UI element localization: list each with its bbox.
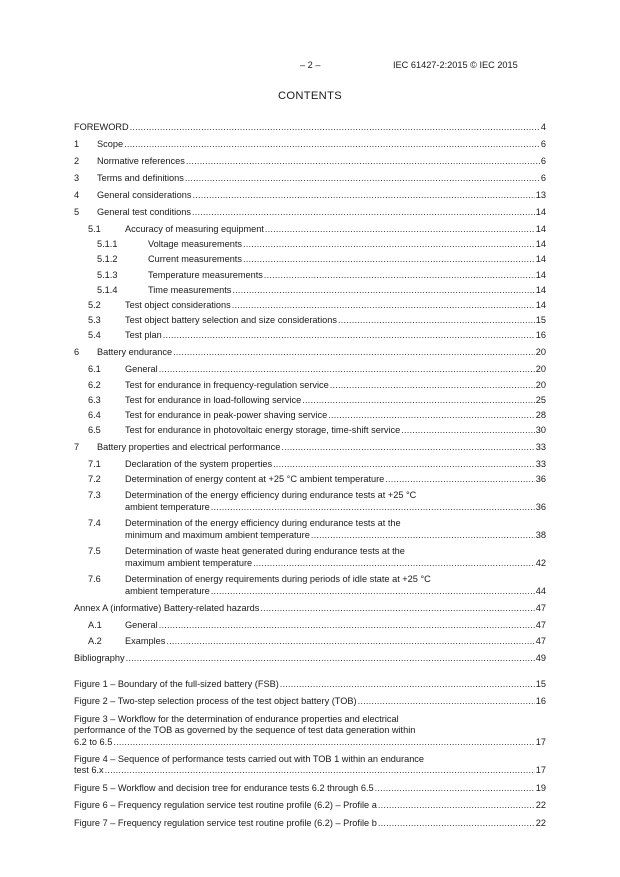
figure-entry-row: [74, 800, 546, 811]
figure-entry-page: 22: [535, 800, 546, 811]
toc-entry-title: Determination of the energy efficiency during endurance tests at +25 °C: [125, 490, 417, 501]
toc-entry-title: Determination of waste heat generated during endurance tests at the: [125, 546, 405, 557]
document-reference: IEC 61427-2:2015 © IEC 2015: [393, 60, 518, 70]
toc-entry-title-continued: [74, 558, 546, 569]
figure-entry-page: 16: [535, 696, 546, 707]
toc-entry[interactable]: [74, 518, 546, 541]
toc-entry-page: 20: [535, 379, 546, 390]
toc-entry[interactable]: [74, 574, 546, 597]
figure-entry[interactable]: [74, 783, 546, 794]
toc-entry-title: Determination of energy content at +25 °C ambient temperature: [125, 474, 385, 485]
toc-entry-page: 42: [535, 557, 546, 568]
toc-entry[interactable]: [74, 602, 546, 614]
toc-entry-number: 7.5: [88, 546, 101, 557]
toc-entry-page: 14: [535, 254, 546, 265]
figure-entry-page: 22: [535, 817, 546, 828]
toc-entry-number: 2: [74, 156, 80, 166]
toc-entry-number: 6.2: [88, 379, 101, 390]
dot-leader: [378, 818, 535, 829]
dot-leader: [328, 409, 535, 421]
toc-entry-title: Normative references: [97, 156, 185, 166]
figure-entry-page: 17: [535, 765, 546, 776]
toc-entry-number: 5.1.1: [97, 239, 118, 250]
toc-entry[interactable]: [74, 441, 546, 453]
dot-leader: [338, 314, 535, 326]
toc-entry-title: Bibliography: [74, 652, 125, 663]
toc-entry[interactable]: [74, 329, 546, 341]
toc-entry-page: 6: [540, 173, 546, 183]
toc-entry-number: 4: [74, 190, 80, 200]
toc-entry-title-continued: [74, 502, 546, 513]
toc-entry-number: 1: [74, 139, 80, 149]
toc-entry-number: 7: [74, 442, 80, 453]
dot-leader: [173, 346, 535, 358]
toc-entry-page: 16: [535, 330, 546, 341]
toc-entry-page: 14: [535, 284, 546, 295]
toc-entry-page: 14: [535, 207, 546, 217]
toc-entry[interactable]: [74, 284, 546, 296]
dot-leader: [260, 602, 534, 614]
dot-leader: [186, 155, 540, 167]
toc-entry[interactable]: [74, 619, 546, 631]
figure-entry-page: 19: [535, 782, 546, 793]
figure-entry-row: [74, 737, 546, 748]
toc-entry-title: Accuracy of measuring equipment: [125, 224, 264, 234]
toc-entry[interactable]: [74, 189, 546, 201]
toc-entry-page: 33: [535, 442, 546, 453]
toc-entry[interactable]: [74, 172, 546, 184]
toc-entry-page: 36: [535, 501, 546, 512]
dot-leader: [385, 473, 534, 485]
dot-leader: [159, 363, 535, 375]
toc-entry-number: 6.1: [88, 364, 101, 375]
figure-entry-row: [74, 679, 546, 690]
dot-leader: [378, 800, 535, 811]
dot-leader: [243, 238, 535, 250]
toc-entry-title: Test object considerations: [125, 300, 231, 310]
dot-leader: [130, 121, 540, 133]
toc-entry-number: 7.3: [88, 490, 101, 501]
page-number: – 2 –: [300, 60, 321, 70]
toc-entry-number: 7.4: [88, 518, 101, 529]
toc-entry-number: 5.1.4: [97, 284, 118, 295]
toc-entry-page: 14: [535, 269, 546, 280]
toc-entry-title: Test for endurance in photovoltaic energy storage, time-shift service: [125, 425, 401, 436]
page-title: CONTENTS: [278, 90, 342, 102]
figure-entry-row: [74, 765, 546, 776]
toc-entry[interactable]: [74, 206, 546, 218]
toc-entry[interactable]: [74, 546, 546, 569]
toc-entry[interactable]: [74, 652, 546, 664]
toc-entry-page: 47: [535, 635, 546, 646]
dot-leader: [280, 679, 535, 690]
toc-entry[interactable]: [74, 473, 546, 485]
figure-entry-title: Figure 4 – Sequence of performance tests carried out with TOB 1 within an endurance: [74, 754, 425, 764]
toc-entry-page: 25: [535, 394, 546, 405]
dot-leader: [264, 269, 535, 281]
figure-entry-title: 6.2 to 6.5: [74, 736, 113, 747]
toc-entry[interactable]: [74, 299, 546, 311]
toc-entry-number: A.1: [88, 620, 102, 631]
dot-leader: [302, 394, 535, 406]
toc-entry[interactable]: [74, 363, 546, 375]
toc-entry-number: 6.4: [88, 410, 101, 420]
dot-leader: [211, 586, 535, 597]
toc-entry-title: Determination of the energy efficiency during endurance tests at the: [125, 518, 401, 529]
toc-entry-page: 4: [540, 122, 546, 132]
toc-entry[interactable]: [74, 314, 546, 326]
toc-entry[interactable]: [74, 253, 546, 265]
toc-entry[interactable]: [74, 269, 546, 281]
figure-entry-title: Figure 6 – Frequency regulation service test routine profile (6.2) – Profile a: [74, 800, 377, 811]
toc-entry-title: Terms and definitions: [97, 173, 184, 183]
dot-leader: [311, 530, 535, 541]
dot-leader: [105, 765, 535, 776]
toc-entry-page: 44: [535, 585, 546, 596]
toc-entry-title: FOREWORD: [74, 122, 129, 132]
toc-entry-title: Battery endurance: [97, 347, 173, 358]
dot-leader: [192, 206, 535, 218]
toc-entry-title: Test for endurance in peak-power shaving service: [125, 410, 328, 420]
toc-entry-number: 7.2: [88, 474, 101, 485]
toc-entry-title: General considerations: [97, 190, 192, 200]
dot-leader: [265, 223, 535, 235]
dot-leader: [124, 138, 540, 150]
figure-entry-title: test 6.x: [74, 765, 104, 776]
toc-entry-number: 5.1.3: [97, 269, 118, 280]
dot-leader: [185, 172, 540, 184]
dot-leader: [375, 783, 535, 794]
toc-entry-page: 6: [540, 156, 546, 166]
dot-leader: [192, 189, 534, 201]
toc-entry-number: 6.5: [88, 425, 101, 436]
figure-entry-row: [74, 696, 546, 707]
toc-entry[interactable]: [74, 121, 546, 133]
toc-entry[interactable]: [74, 490, 546, 513]
toc-entry-title: Temperature measurements: [148, 269, 263, 280]
toc-entry-page: 28: [535, 410, 546, 420]
toc-entry-title: Scope: [97, 139, 124, 149]
toc-entry-title-continued: [74, 586, 546, 597]
dot-leader: [232, 284, 534, 296]
toc-entry-number: 5.1: [88, 224, 101, 234]
toc-entry-title-line2: minimum and maximum ambient temperature: [125, 529, 310, 540]
toc-entry-page: 14: [535, 300, 546, 310]
dot-leader: [273, 458, 535, 470]
toc-entry-number: 5.3: [88, 315, 101, 326]
dot-leader: [166, 635, 534, 647]
toc-entry-title: Annex A (informative) Battery-related hazards: [74, 603, 260, 614]
toc-entry[interactable]: [74, 223, 546, 235]
toc-entry-title: General: [125, 620, 158, 631]
toc-entry-number: 7.6: [88, 574, 101, 585]
toc-entry-page: 38: [535, 529, 546, 540]
dot-leader: [330, 379, 535, 391]
figure-entry[interactable]: [74, 754, 546, 777]
toc-entry-title: Test for endurance in frequency-regulation service: [125, 379, 329, 390]
toc-entry-title: Declaration of the system properties: [125, 459, 273, 470]
toc-entry-page: 36: [535, 474, 546, 485]
toc-entry[interactable]: [74, 458, 546, 470]
toc-entry-page: 14: [535, 239, 546, 250]
dot-leader: [253, 558, 535, 569]
toc-entry-title: Test for endurance in load-following service: [125, 394, 302, 405]
toc-entry[interactable]: [74, 409, 546, 421]
toc-entry-title: General: [125, 364, 158, 375]
figure-entry-title: Figure 2 – Two-step selection process of the test object battery (TOB): [74, 696, 357, 707]
toc-entry-title: Time measurements: [148, 284, 232, 295]
toc-entry[interactable]: [74, 138, 546, 150]
toc-entry-page: 20: [535, 347, 546, 358]
toc-entry-title: General test conditions: [97, 207, 191, 217]
toc-entry-page: 47: [535, 603, 546, 614]
dot-leader: [113, 737, 534, 748]
dot-leader: [163, 329, 535, 341]
toc-entry-title-line2: ambient temperature: [125, 501, 210, 512]
toc-entry-title-continued: [74, 530, 546, 541]
figure-entry-title: Figure 3 – Workflow for the determination of endurance properties and electrical: [74, 713, 399, 724]
toc-entry-page: 20: [535, 364, 546, 375]
dot-leader: [211, 502, 535, 513]
toc-entry-page: 49: [535, 652, 546, 663]
toc-entry[interactable]: [74, 238, 546, 250]
figure-entry-title: performance of the TOB as governed by the sequence of test data generation within: [74, 725, 416, 736]
toc-entry-page: 30: [535, 425, 546, 436]
toc-entry-page: 6: [540, 139, 546, 149]
figure-entry-page: 17: [535, 736, 546, 747]
toc-entry-number: 7.1: [88, 459, 101, 470]
toc-entry[interactable]: [74, 346, 546, 358]
figure-entry-row: [74, 783, 546, 794]
dot-leader: [232, 299, 535, 311]
dot-leader: [126, 652, 535, 664]
toc-entry-page: 33: [535, 459, 546, 470]
toc-entry-title: Current measurements: [148, 254, 242, 265]
dot-leader: [281, 441, 534, 453]
toc-entry-number: A.2: [88, 635, 102, 646]
toc-entry-number: 5: [74, 207, 80, 217]
figure-entry[interactable]: [74, 696, 546, 707]
toc-entry-number: 6.3: [88, 394, 101, 405]
toc-entry-number: 5.2: [88, 300, 101, 310]
toc-entry[interactable]: [74, 394, 546, 406]
figure-entry-title: Figure 1 – Boundary of the full-sized battery (FSB): [74, 679, 279, 689]
toc-entry-title: Determination of energy requirements during periods of idle state at +25 °C: [125, 574, 431, 585]
dot-leader: [358, 696, 535, 707]
figure-entry[interactable]: [74, 818, 546, 829]
figure-entry-page: 15: [535, 679, 546, 689]
dot-leader: [159, 619, 535, 631]
toc-entry-page: 13: [535, 190, 546, 200]
toc-entry-title-line2: ambient temperature: [125, 585, 210, 596]
toc-entry-title-line2: maximum ambient temperature: [125, 557, 253, 568]
figure-entry[interactable]: [74, 800, 546, 811]
toc-entry-number: 5.1.2: [97, 254, 118, 265]
toc-entry-title: Battery properties and electrical performance: [97, 442, 281, 453]
dot-leader: [243, 253, 535, 265]
toc-entry-page: 15: [535, 315, 546, 326]
toc-entry[interactable]: [74, 379, 546, 391]
toc-entry[interactable]: [74, 635, 546, 647]
toc-entry-number: 3: [74, 173, 80, 183]
toc-entry-page: 14: [535, 224, 546, 234]
toc-entry-number: 5.4: [88, 330, 101, 341]
toc-entry-title: Test object battery selection and size considerations: [125, 315, 337, 326]
figure-entry-title: Figure 5 – Workflow and decision tree for endurance tests 6.2 through 6.5: [74, 782, 374, 793]
toc-entry-number: 6: [74, 347, 80, 358]
toc-entry[interactable]: [74, 155, 546, 167]
dot-leader: [401, 424, 535, 436]
figure-entry[interactable]: [74, 714, 546, 748]
figure-entry-title: Figure 7 – Frequency regulation service test routine profile (6.2) – Profile b: [74, 817, 377, 828]
toc-entry-title: Voltage measurements: [148, 239, 242, 250]
toc-entry[interactable]: [74, 424, 546, 436]
figure-entry-row: [74, 818, 546, 829]
toc-entry-title: Examples: [125, 635, 166, 646]
figure-entry[interactable]: [74, 679, 546, 690]
toc-entry-page: 47: [535, 620, 546, 631]
toc-entry-title: Test plan: [125, 330, 162, 341]
